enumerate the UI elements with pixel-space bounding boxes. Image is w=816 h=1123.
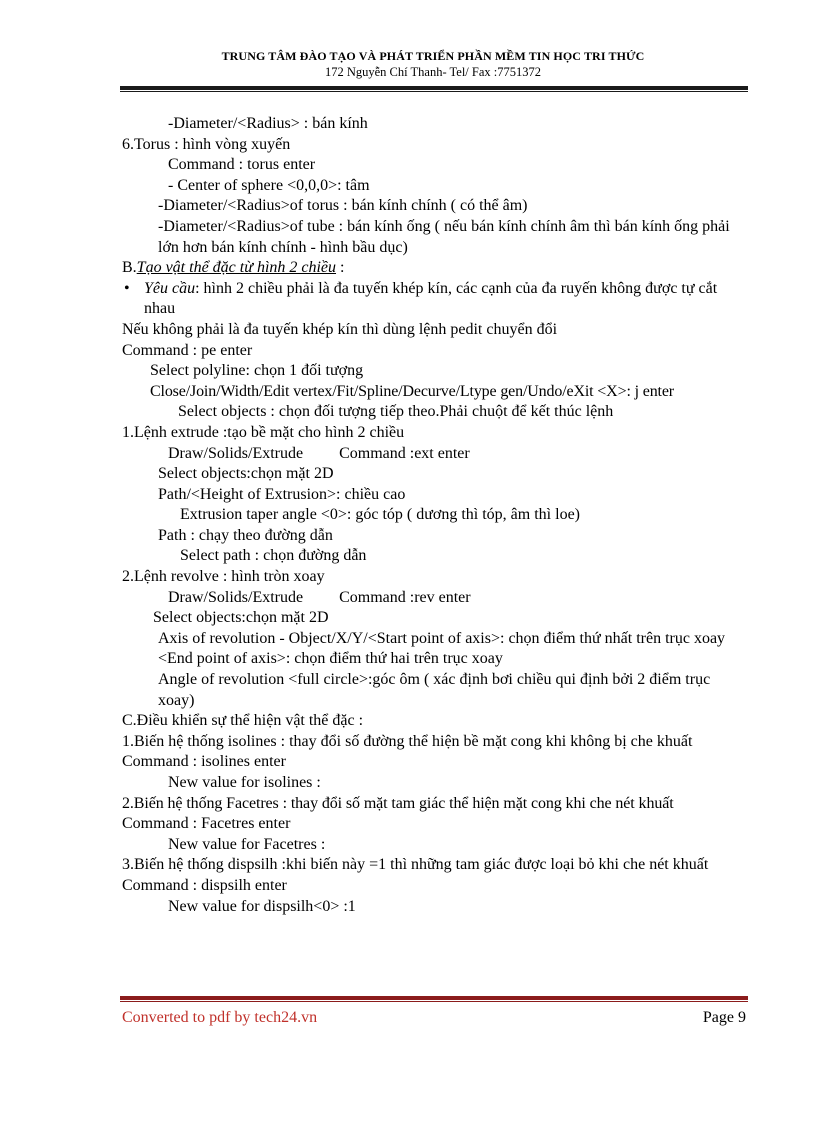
text-line: New value for Facetres : bbox=[168, 835, 326, 853]
requirement-bullet bbox=[122, 279, 748, 320]
text-line: -Diameter/<Radius>of torus : bán kính chính ( có thể âm) bbox=[158, 197, 528, 215]
bullet-label: Yêu cầu bbox=[144, 279, 196, 297]
converted-by-link[interactable]: Converted to pdf by tech24.vn bbox=[122, 1009, 318, 1026]
text-line: Select path : chọn đường dẫn bbox=[180, 547, 367, 565]
section-suffix: : bbox=[336, 259, 345, 277]
text-line: -Diameter/<Radius> : bán kính bbox=[168, 115, 368, 132]
text-line: Axis of revolution - Object/X/Y/<Start point of axis>: chọn điểm thứ nhất trên trục xoay bbox=[158, 629, 726, 647]
text-line: Command : pe enter bbox=[122, 341, 253, 359]
text-line: Select objects:chọn mặt 2D bbox=[158, 465, 334, 483]
header-rule bbox=[120, 86, 748, 92]
section-heading-b bbox=[122, 258, 748, 279]
section-prefix: B. bbox=[122, 259, 137, 277]
text-line: Nếu không phải là đa tuyến khép kín thì dùng lệnh pedit chuyển đổi bbox=[122, 320, 558, 338]
text-line: Angle of revolution <full circle>:góc ôm ( xác định bơi chiều qui định bởi 2 điểm trục xoay) bbox=[158, 671, 711, 709]
text-line: - Center of sphere <0,0,0>: tâm bbox=[168, 176, 370, 194]
section-heading: 6.Torus : hình vòng xuyến bbox=[122, 135, 291, 153]
page-number: Page 9 bbox=[702, 1009, 746, 1026]
section-heading: C.Điều khiển sự thể hiện vật thể đặc : bbox=[122, 712, 364, 730]
text-line: New value for isolines : bbox=[168, 774, 321, 791]
text-line: 2.Biến hệ thống Facetres : thay đổi số mặt tam giác thể hiện mặt cong khi che nét khuất bbox=[122, 794, 674, 812]
page-body bbox=[122, 114, 748, 917]
text-line: Path : chạy theo đường dẫn bbox=[158, 526, 333, 544]
text-line: <End point of axis>: chọn điểm thứ hai trên trục xoay bbox=[158, 650, 503, 668]
header-address: 172 Nguyễn Chí Thanh- Tel/ Fax :7751372 bbox=[324, 65, 541, 79]
text-line: 3.Biến hệ thống dispsilh :khi biến này =1 thì những tam giác được loại bỏ khi che nét khuất bbox=[122, 856, 709, 874]
text-line: Command : dispsilh enter bbox=[122, 876, 287, 894]
text-line: Command : Facetres enter bbox=[122, 815, 291, 833]
text-line: Command : torus enter bbox=[168, 156, 316, 174]
section-title: Tạo vật thể đặc từ hình 2 chiều bbox=[136, 259, 337, 277]
text-line: New value for dispsilh<0> :1 bbox=[168, 897, 356, 915]
text-line: Path/<Height of Extrusion>: chiều cao bbox=[158, 485, 406, 503]
text-line: Close/Join/Width/Edit vertex/Fit/Spline/Decurve/Ltype gen/Undo/eXit <X>: j enter bbox=[150, 382, 674, 400]
bullet-text: : hình 2 chiều phải là đa tuyến khép kín, các cạnh của đa ruyến không được tự cắt nhau bbox=[144, 279, 718, 318]
text-line: Select objects:chọn mặt 2D bbox=[153, 609, 329, 627]
menu-path-line bbox=[122, 444, 748, 465]
command-text: Command :ext enter bbox=[339, 444, 470, 462]
text-line: Select objects : chọn đối tượng tiếp theo.Phải chuột để kết thúc lệnh bbox=[178, 403, 614, 421]
page-header bbox=[120, 48, 746, 80]
section-heading: 1.Lệnh extrude :tạo bề mặt cho hình 2 chiều bbox=[122, 423, 405, 441]
command-text: Command :rev enter bbox=[339, 588, 471, 606]
header-title: TRUNG TÂM ĐÀO TẠO VÀ PHÁT TRIỂN PHẦN MỀM TIN HỌC TRI THỨC bbox=[221, 49, 645, 63]
text-line: -Diameter/<Radius>of tube : bán kính ống ( nếu bán kính chính âm thì bán kính ống phải lớn hơn bán kính chính - hình bầu dục) bbox=[158, 217, 730, 256]
menu-path: Draw/Solids/Extrude bbox=[168, 444, 304, 462]
bullet-dot-icon: • bbox=[124, 279, 130, 297]
text-line: 1.Biến hệ thống isolines : thay đổi số đường thể hiện bề mặt cong khi không bị che khuất bbox=[122, 732, 693, 750]
menu-path: Draw/Solids/Extrude bbox=[168, 588, 304, 606]
menu-path-line bbox=[122, 588, 748, 609]
text-line: Command : isolines enter bbox=[122, 753, 286, 771]
footer-rule bbox=[120, 996, 748, 1002]
text-line: Extrusion taper angle <0>: góc tóp ( dương thì tóp, âm thì loe) bbox=[180, 506, 580, 524]
text-line: Select polyline: chọn 1 đối tượng bbox=[150, 362, 364, 380]
section-heading: 2.Lệnh revolve : hình tròn xoay bbox=[122, 568, 325, 586]
